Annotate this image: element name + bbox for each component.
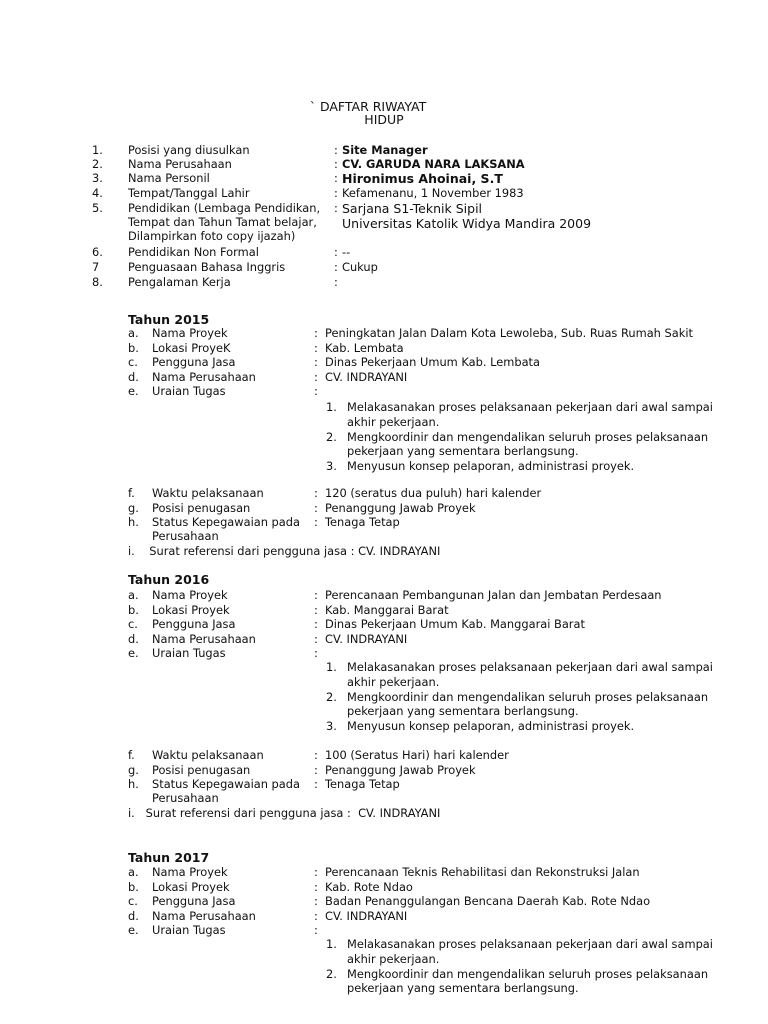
colon: :: [334, 157, 338, 171]
row-label: Lokasi ProyeK: [152, 340, 231, 355]
project-row: [128, 632, 728, 646]
row-letter: f.: [128, 748, 135, 762]
colon: :: [314, 515, 318, 529]
row-label: Nama Perusahaan: [152, 908, 256, 923]
row-value: Perencanaan Pembangunan Jalan dan Jembatan Perdesaan: [325, 588, 662, 602]
info-label: Tempat/Tanggal Lahir: [128, 186, 250, 200]
year-heading: Tahun 2017: [128, 850, 210, 865]
info-label: Pendidikan Non Formal: [128, 245, 259, 259]
info-label: Pengalaman Kerja: [128, 275, 231, 289]
reference-line: i. Surat referensi dari pengguna jasa : CV. INDRAYANI: [128, 806, 441, 820]
info-value: Cukup: [342, 260, 378, 274]
project-row: [128, 326, 728, 340]
row-letter: b.: [128, 602, 139, 617]
row-value: Dinas Pekerjaan Umum Kab. Lembata: [325, 355, 541, 369]
task-text: Melakasanakan proses pelaksanaan pekerjaan dari awal sampai akhir pekerjaan.: [347, 660, 713, 689]
info-label: Nama Perusahaan: [128, 157, 232, 171]
task-text: Mengkoordinir dan mengendalikan seluruh proses pelaksanaan pekerjaan yang sementara berlangsung.: [347, 689, 709, 718]
task-number: 2.: [326, 429, 337, 444]
year-heading: Tahun 2016: [128, 572, 210, 587]
project-row: [128, 894, 728, 908]
info-value: Site Manager: [342, 143, 428, 157]
colon: :: [314, 355, 318, 369]
colon: :: [314, 326, 318, 340]
task-text: Melakasanakan proses pelaksanaan pekerjaan dari awal sampai akhir pekerjaan.: [347, 400, 713, 429]
row-label: Waktu pelaksanaan: [152, 486, 264, 500]
row-label: Pengguna Jasa: [152, 894, 236, 908]
info-number: 8.: [92, 275, 103, 289]
info-label: Penguasaan Bahasa Inggris: [128, 260, 286, 274]
row-letter: a.: [128, 588, 139, 602]
row-label: Pengguna Jasa: [152, 617, 236, 631]
info-value: Sarjana S1-Teknik Sipil Universitas Katolik Widya Mandira 2009: [342, 201, 592, 231]
colon: :: [314, 748, 318, 762]
row-value: Peningkatan Jalan Dalam Kota Lewoleba, Sub. Ruas Rumah Sakit: [325, 326, 693, 340]
info-row: [92, 275, 732, 289]
info-row: [92, 245, 732, 259]
task-number: 1.: [326, 660, 337, 674]
info-number: 4.: [92, 186, 103, 200]
doc-title-line2: HIDUP: [364, 112, 404, 127]
row-label: Uraian Tugas: [152, 646, 226, 660]
task-text: Menyusun konsep pelaporan, administrasi proyek.: [347, 719, 635, 733]
colon: :: [314, 369, 318, 384]
row-letter: e.: [128, 384, 139, 398]
info-number: 5.: [92, 201, 103, 215]
row-value: Dinas Pekerjaan Umum Kab. Manggarai Barat: [325, 617, 585, 631]
info-number: 6.: [92, 245, 103, 259]
info-value: Kefamenanu, 1 November 1983: [342, 186, 524, 200]
colon: :: [314, 500, 318, 515]
row-label: Posisi penugasan: [152, 500, 251, 515]
task-text: Menyusun konsep pelaporan, administrasi proyek.: [347, 459, 635, 473]
colon: :: [334, 245, 338, 259]
row-letter: c.: [128, 894, 138, 908]
task-text: Melakasanakan proses pelaksanaan pekerjaan dari awal sampai akhir pekerjaan.: [347, 937, 713, 966]
row-value: Kab. Rote Ndao: [325, 879, 413, 894]
row-label: Nama Perusahaan: [152, 631, 256, 646]
row-value: Tenaga Tetap: [325, 515, 400, 529]
row-letter: h.: [128, 515, 139, 529]
project-row: [128, 370, 728, 384]
project-row: [128, 486, 728, 500]
info-value: CV. GARUDA NARA LAKSANA: [342, 157, 525, 171]
project-row: [128, 355, 728, 369]
colon: :: [314, 340, 318, 355]
row-label: Nama Proyek: [152, 865, 228, 879]
colon: :: [314, 923, 318, 937]
info-number: 7: [92, 260, 100, 274]
info-number: 1.: [92, 143, 103, 157]
colon: :: [314, 908, 318, 923]
info-row: [92, 157, 732, 171]
task-number: 2.: [326, 966, 337, 981]
row-letter: d.: [128, 369, 139, 384]
project-row: [128, 646, 728, 660]
row-label: Status Kepegawaian pada Perusahaan: [152, 515, 300, 543]
row-label: Uraian Tugas: [152, 923, 226, 937]
row-value: 120 (seratus dua puluh) hari kalender: [325, 486, 542, 500]
reference-line: i. Surat referensi dari pengguna jasa : CV. INDRAYANI: [128, 544, 441, 558]
colon: :: [314, 588, 318, 602]
row-value: Tenaga Tetap: [325, 777, 400, 791]
colon: :: [314, 631, 318, 646]
task-number: 2.: [326, 689, 337, 704]
info-row: [92, 186, 732, 200]
info-value: --: [342, 245, 351, 259]
project-row: [128, 748, 728, 762]
project-row: [128, 763, 728, 777]
colon: :: [314, 762, 318, 777]
project-row: [128, 515, 728, 543]
row-label: Lokasi Proyek: [152, 879, 230, 894]
project-row: [128, 341, 728, 355]
colon: :: [314, 617, 318, 631]
row-value: Kab. Lembata: [325, 340, 404, 355]
row-letter: c.: [128, 355, 138, 369]
row-label: Status Kepegawaian pada Perusahaan: [152, 777, 300, 805]
row-letter: b.: [128, 879, 139, 894]
colon: :: [314, 865, 318, 879]
row-label: Posisi penugasan: [152, 762, 251, 777]
info-number: 2.: [92, 157, 103, 171]
task-text: Mengkoordinir dan mengendalikan seluruh proses pelaksanaan pekerjaan yang sementara berlangsung.: [347, 429, 709, 458]
project-row: [128, 865, 728, 879]
task-text: Mengkoordinir dan mengendalikan seluruh proses pelaksanaan pekerjaan yang sementara berlangsung.: [347, 966, 709, 995]
row-letter: b.: [128, 340, 139, 355]
row-letter: f.: [128, 486, 135, 500]
row-value: Badan Penanggulangan Bencana Daerah Kab. Rote Ndao: [325, 894, 651, 908]
row-label: Uraian Tugas: [152, 384, 226, 398]
row-letter: h.: [128, 777, 139, 791]
task-number: 3.: [326, 719, 337, 733]
row-value: CV. INDRAYANI: [325, 908, 408, 923]
colon: :: [314, 486, 318, 500]
row-value: Penanggung Jawab Proyek: [325, 762, 476, 777]
colon: :: [334, 143, 338, 157]
row-value: 100 (Seratus Hari) hari kalender: [325, 748, 509, 762]
project-row: [128, 923, 728, 937]
project-row: [128, 909, 728, 923]
info-row: [92, 143, 732, 157]
project-row: [128, 603, 728, 617]
row-label: Nama Perusahaan: [152, 369, 256, 384]
row-letter: a.: [128, 326, 139, 340]
task-number: 1.: [326, 937, 337, 951]
task-number: 1.: [326, 400, 337, 414]
info-row: [92, 171, 732, 185]
colon: :: [314, 646, 318, 660]
info-label: Nama Personil: [128, 171, 210, 185]
row-letter: a.: [128, 865, 139, 879]
row-label: Nama Proyek: [152, 588, 228, 602]
row-label: Pengguna Jasa: [152, 355, 236, 369]
doc-title-line1: ` DAFTAR RIWAYAT: [309, 99, 427, 114]
row-letter: c.: [128, 617, 138, 631]
colon: :: [334, 275, 338, 289]
project-row: [128, 588, 728, 602]
colon: :: [314, 384, 318, 398]
row-label: Lokasi Proyek: [152, 602, 230, 617]
row-value: CV. INDRAYANI: [325, 369, 408, 384]
info-label: Posisi yang diusulkan: [128, 143, 250, 157]
row-letter: d.: [128, 908, 139, 923]
row-label: Waktu pelaksanaan: [152, 748, 264, 762]
info-number: 3.: [92, 171, 103, 185]
colon: :: [314, 879, 318, 894]
row-label: Nama Proyek: [152, 326, 228, 340]
project-row: [128, 501, 728, 515]
row-letter: d.: [128, 631, 139, 646]
row-value: CV. INDRAYANI: [325, 631, 408, 646]
colon: :: [334, 186, 338, 200]
colon: :: [334, 201, 338, 215]
row-letter: e.: [128, 646, 139, 660]
project-row: [128, 880, 728, 894]
info-value: Hironimus Ahoinai, S.T: [342, 171, 503, 186]
info-row: [92, 260, 732, 274]
row-value: Perencanaan Teknis Rehabilitasi dan Rekonstruksi Jalan: [325, 865, 640, 879]
colon: :: [314, 894, 318, 908]
year-heading: Tahun 2015: [128, 312, 210, 327]
row-letter: g.: [128, 500, 139, 515]
colon: :: [334, 260, 338, 274]
info-row: [92, 201, 732, 243]
colon: :: [314, 777, 318, 791]
project-row: [128, 777, 728, 805]
project-row: [128, 617, 728, 631]
project-row: [128, 384, 728, 398]
row-letter: g.: [128, 762, 139, 777]
task-number: 3.: [326, 459, 337, 473]
row-value: Kab. Manggarai Barat: [325, 602, 449, 617]
colon: :: [334, 171, 338, 185]
colon: :: [314, 602, 318, 617]
row-value: Penanggung Jawab Proyek: [325, 500, 476, 515]
row-letter: e.: [128, 923, 139, 937]
info-label: Pendidikan (Lembaga Pendidikan, Tempat dan Tahun Tamat belajar, Dilampirkan foto copy ijazah): [128, 201, 321, 243]
